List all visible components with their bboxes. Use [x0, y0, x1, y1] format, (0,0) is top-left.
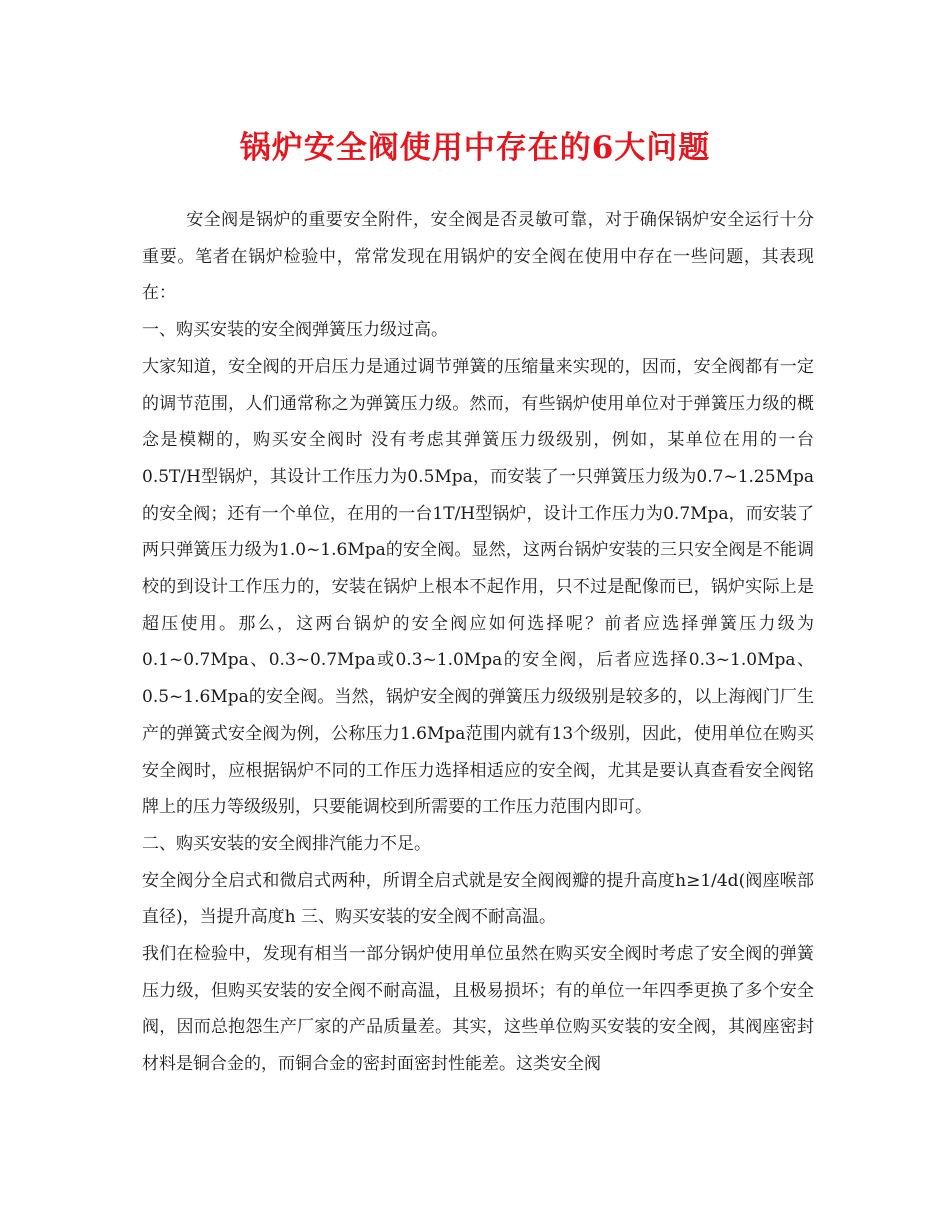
document-body	[142, 202, 814, 1083]
section-heading-2: 二、购买安装的安全阀排汽能力不足。	[142, 833, 431, 854]
section-2-paragraph: 安全阀分全启式和微启式两种，所谓全启式就是安全阀阀瓣的提升高度h≥1/4d(阀座喉部直径)，当提升高度h 三、购买安装的安全阀不耐高温。	[142, 870, 814, 928]
document-title: 锅炉安全阀使用中存在的6大问题	[239, 130, 711, 166]
intro-paragraph: 安全阀是锅炉的重要安全附件，安全阀是否灵敏可靠，对于确保锅炉安全运行十分重要。笔者在锅炉检验中，常常发现在用锅炉的安全阀在使用中存在一些问题，其表现在：	[142, 210, 814, 304]
section-heading-1: 一、购买安装的安全阀弹簧压力级过高。	[142, 320, 448, 341]
section-3-paragraph: 我们在检验中，发现有相当一部分锅炉使用单位虽然在购买安全阀时考虑了安全阀的弹簧压力级，但购买安装的安全阀不耐高温，且极易损坏；有的单位一年四季更换了多个安全阀，因而总抱怨生产厂家的产品质量差。其实，这些单位购买安装的安全阀，其阀座密封材料是铜合金的，而铜合金的密封面密封性能差。这类安全阀	[142, 944, 814, 1075]
section-1-paragraph: 大家知道，安全阀的开启压力是通过调节弹簧的压缩量来实现的，因而，安全阀都有一定的调节范围，人们通常称之为弹簧压力级。然而，有些锅炉使用单位对于弹簧压力级的概念是模糊的，购买安全阀时 没有考虑其弹簧压力级级别，例如，某单位在用的一台0.5T/H型锅炉，其设计工作压力为0.5Mpa，而安装了一只弹簧压力级为0.7~1.25Mpa的安全阀；还有一个单位，在用的一台1T/H型锅炉，设计工作压力为0.7Mpa，而安装了两只弹簧压力级为1.0~1.6Mpa的安全阀。显然，这两台锅炉安装的三只安全阀是不能调校的到设计工作压力的，安装在锅炉上根本不起作用，只不过是配像而已，锅炉实际上是超压使用。那么，这两台锅炉的安全阀应如何选择呢？前者应选择弹簧压力级为0.1~0.7Mpa、0.3~0.7Mpa或0.3~1.0Mpa的安全阀，后者应选择0.3~1.0Mpa、0.5~1.6Mpa的安全阀。当然，锅炉安全阀的弹簧压力级级别是较多的，以上海阀门厂生产的弹簧式安全阀为例，公称压力1.6Mpa范围内就有13个级别，因此，使用单位在购买安全阀时，应根据锅炉不同的工作压力选择相适应的安全阀，尤其是要认真查看安全阀铭牌上的压力等级级别，只要能调校到所需要的工作压力范围内即可。	[142, 356, 814, 818]
